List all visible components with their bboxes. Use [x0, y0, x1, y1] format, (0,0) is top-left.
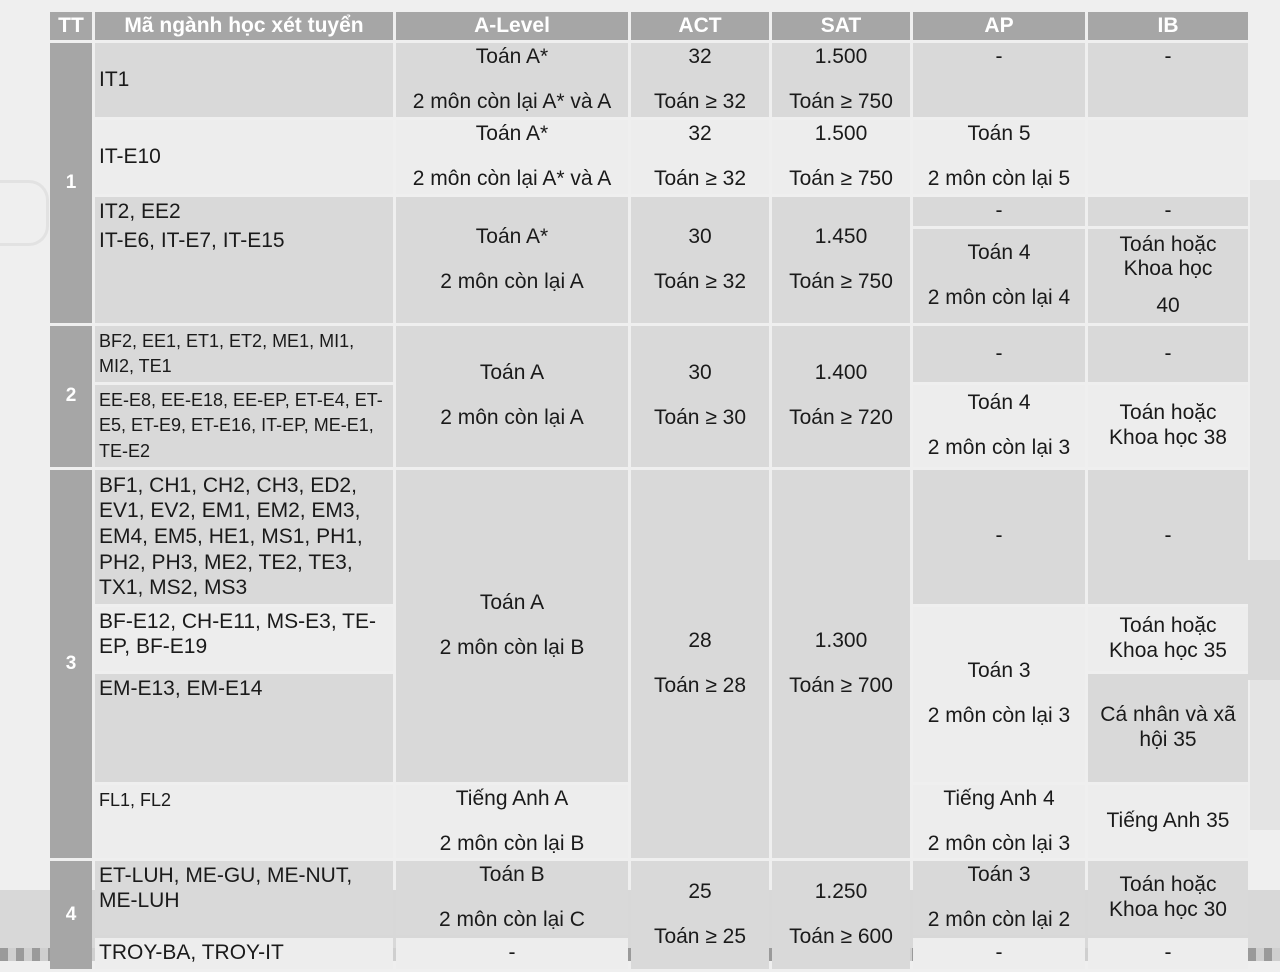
- ap-cell: Toán 3 2 môn còn lại 2: [913, 861, 1085, 935]
- major-codes-cell: ET-LUH, ME-GU, ME-NUT, ME-LUH: [95, 861, 393, 935]
- header-tt: TT: [50, 12, 92, 40]
- ib-cell: -: [1088, 470, 1248, 604]
- ap-cell: Toán 5 2 môn còn lại 5: [913, 120, 1085, 194]
- ap-cell: Tiếng Anh 4 2 môn còn lại 3: [913, 785, 1085, 859]
- sat-cell: 1.250 Toán ≥ 600: [772, 861, 910, 968]
- group-number: 1: [50, 43, 92, 323]
- ib-cell: -: [1088, 938, 1248, 969]
- group-number: 3: [50, 470, 92, 859]
- table-row: [50, 470, 1248, 604]
- header-ap: AP: [913, 12, 1085, 40]
- ap-cell: Toán 4 2 môn còn lại 4: [913, 229, 1085, 323]
- header-a-level: A-Level: [396, 12, 628, 40]
- ib-cell: Toán hoặc Khoa học 30: [1088, 861, 1248, 935]
- ap-cell: -: [913, 326, 1085, 382]
- a-level-cell: Toán A* 2 môn còn lại A* và A: [396, 120, 628, 194]
- group-number: 2: [50, 326, 92, 467]
- sat-cell: 1.450 Toán ≥ 750: [772, 197, 910, 323]
- header-sat: SAT: [772, 12, 910, 40]
- act-cell: 25 Toán ≥ 25: [631, 861, 769, 968]
- table-row: [50, 861, 1248, 935]
- major-codes-cell: IT1: [95, 43, 393, 117]
- a-level-cell: Toán A 2 môn còn lại B: [396, 470, 628, 782]
- major-codes-cell: TROY-BA, TROY-IT: [95, 938, 393, 969]
- major-codes-cell: IT-E10: [95, 120, 393, 194]
- ap-cell: -: [913, 470, 1085, 604]
- major-codes-cell: FL1, FL2: [95, 785, 393, 859]
- admission-requirements-table: [47, 9, 1251, 972]
- table-row: [50, 197, 1248, 226]
- major-codes-cell: BF2, EE1, ET1, ET2, ME1, MI1, MI2, TE1: [95, 326, 393, 382]
- ib-cell: -: [1088, 197, 1248, 226]
- a-level-cell: Tiếng Anh A 2 môn còn lại B: [396, 785, 628, 859]
- major-codes-cell: IT2, EE2 IT-E6, IT-E7, IT-E15: [95, 197, 393, 323]
- a-level-cell: Toán A* 2 môn còn lại A* và A: [396, 43, 628, 117]
- table-row: [50, 43, 1248, 117]
- a-level-cell: -: [396, 938, 628, 969]
- a-level-cell: Toán A 2 môn còn lại A: [396, 326, 628, 467]
- group-number: 4: [50, 861, 92, 968]
- act-cell: 32 Toán ≥ 32: [631, 120, 769, 194]
- ap-cell: Toán 4 2 môn còn lại 3: [913, 385, 1085, 467]
- act-cell: 30 Toán ≥ 30: [631, 326, 769, 467]
- act-cell: 32 Toán ≥ 32: [631, 43, 769, 117]
- ib-cell: Tiếng Anh 35: [1088, 785, 1248, 859]
- header-row: [50, 12, 1248, 40]
- act-cell: 28 Toán ≥ 28: [631, 470, 769, 859]
- header-ib: IB: [1088, 12, 1248, 40]
- major-codes-cell: BF-E12, CH-E11, MS-E3, TE-EP, BF-E19: [95, 607, 393, 671]
- header-act: ACT: [631, 12, 769, 40]
- ib-cell: -: [1088, 43, 1248, 117]
- sat-cell: 1.500 Toán ≥ 750: [772, 120, 910, 194]
- ib-cell: [1088, 120, 1248, 194]
- ib-cell: Cá nhân và xã hội 35: [1088, 674, 1248, 782]
- ib-cell: Toán hoặc Khoa học 40: [1088, 229, 1248, 323]
- sat-cell: 1.500 Toán ≥ 750: [772, 43, 910, 117]
- ap-cell: Toán 3 2 môn còn lại 3: [913, 607, 1085, 782]
- a-level-cell: Toán B 2 môn còn lại C: [396, 861, 628, 935]
- a-level-cell: Toán A* 2 môn còn lại A: [396, 197, 628, 323]
- sat-cell: 1.400 Toán ≥ 720: [772, 326, 910, 467]
- ib-cell: -: [1088, 326, 1248, 382]
- act-cell: 30 Toán ≥ 32: [631, 197, 769, 323]
- major-codes-cell: EM-E13, EM-E14: [95, 674, 393, 782]
- table-row: [50, 120, 1248, 194]
- ib-cell: Toán hoặc Khoa học 38: [1088, 385, 1248, 467]
- ap-cell: -: [913, 197, 1085, 226]
- major-codes-cell: EE-E8, EE-E18, EE-EP, ET-E4, ET-E5, ET-E9, ET-E16, IT-EP, ME-E1, TE-E2: [95, 385, 393, 467]
- ap-cell: -: [913, 43, 1085, 117]
- major-codes-cell: BF1, CH1, CH2, CH3, ED2, EV1, EV2, EM1, EM2, EM3, EM4, EM5, HE1, MS1, PH1, PH2, PH3, ME2, TE2, TE3, TX1, MS2, MS3: [95, 470, 393, 604]
- table-row: [50, 326, 1248, 382]
- ap-cell: -: [913, 938, 1085, 969]
- sat-cell: 1.300 Toán ≥ 700: [772, 470, 910, 859]
- header-major-codes: Mã ngành học xét tuyển: [95, 12, 393, 40]
- ib-cell: Toán hoặc Khoa học 35: [1088, 607, 1248, 671]
